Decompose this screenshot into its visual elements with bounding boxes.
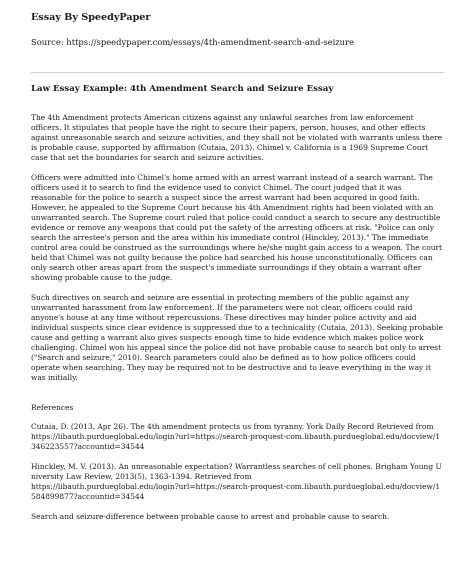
essay-body — [31, 113, 444, 532]
references-heading: References — [31, 403, 74, 412]
essay-title: Law Essay Example: 4th Amendment Search and Seizure Essay — [31, 84, 334, 94]
essay-paragraph-3: Such directives on search and seizure are essential in protecting members of the public against any unwarranted harassment from law enforcement. If the parameters were not clear, officers could raid anyone's house at any time without repercussions. These directives may hinder police activity and aid individual suspects since clear evidence is suppressed due to a technicality (Cutaia, 2013). Seeking probable cause and getting a warrant also gives suspects enough time to hide evidence which makes police work challenging. Chimel won his appeal since the police did not have probable cause to search but only to arrest ("Search and seizure," 2010). Search parameters could also be defined as to how police officers could operate when searching. They may be required not to be destructive and to leave everything in the way it was initially. — [31, 293, 443, 382]
essay-paragraph-1: The 4th Amendment protects American citizens against any unlawful searches from law enforcement officers. It stipulates that people have the right to secure their papers, person, houses, and other effects against unreasonable search and seizure activities, and they shall not be violated with warrants unless there is probable cause, supported by affirmation (Cutaia, 2013). Chimel v. California is a 1969 Supreme Court case that set the boundaries for search and seizure activities. — [31, 113, 443, 162]
essay-paragraph-2: Officers were admitted into Chimel's home armed with an arrest warrant instead of a search warrant. The officers used it to search to find the evidence used to convict Chimel. The court judged that it was reasonable for the police to search a suspect since the arrest warrant had been acquired in good faith. However, he appealed to the Supreme Court because his 4th Amendment rights had been violated with an unwarranted search. The Supreme court ruled that police could conduct a search to secure any destructible evidence or remove any weapons that could put the safety of the arresting officers at risk. "Police can only search the arrestee's person and the area within his immediate control (Hinckley, 2013)." The immediate control area could be construed as the surroundings where he/she might gain access to a weapon. The court held that Chimel was not guilty because the police had searched his house unconstitutionally. Officers can only search other areas apart from the suspect's immediate surroundings if they obtain a warrant after showing probable cause to the judge. — [31, 173, 443, 282]
reference-citation: Cutaia, D. (2013, Apr 26). The 4th amendment protects us from tyranny. York Daily Record Retrieved from — [31, 422, 434, 431]
reference-entry — [31, 422, 444, 452]
header-divider — [31, 72, 444, 73]
reference-entry — [31, 462, 444, 502]
references-closing-text: Search and seizure-difference between probable cause to arrest and probable cause to search. — [31, 512, 390, 521]
reference-url[interactable]: https://libauth.purdueglobal.edu/login?url=https://search-proquest-com.libauth.purdueglobal.edu/docview/1584899877?accountid=34544 — [31, 482, 441, 501]
reference-citation: Hinckley, M. V. (2013). An unreasonable expectation? Warrantless searches of cell phones. Brigham Young University Law Review, 2013(5), 1363-1394. Retrieved from — [31, 462, 442, 481]
reference-url[interactable]: https://libauth.purdueglobal.edu/login?url=https://search-proquest-com.libauth.purdueglobal.edu/docview/1346223557?accountid=34544 — [31, 432, 441, 451]
source-line: Source: https://speedypaper.com/essays/4th-amendment-search-and-seizure — [31, 37, 355, 47]
document-header-title: Essay By SpeedyPaper — [31, 12, 151, 23]
